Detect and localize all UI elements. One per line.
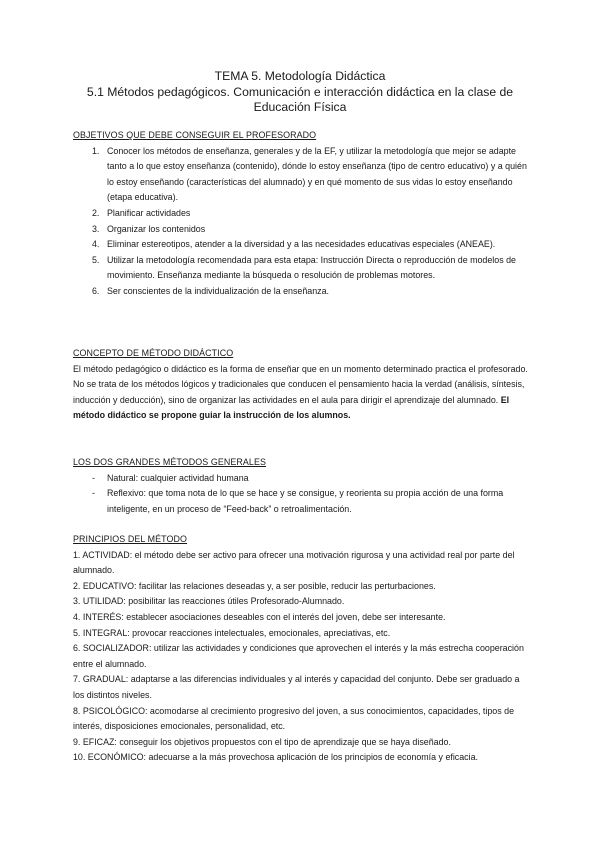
list-item: [73, 206, 529, 222]
item-text: Natural: cualquier actividad humana: [107, 472, 249, 483]
item-number: 1.: [92, 145, 100, 156]
list-item: [73, 222, 529, 238]
principio-item: 2. EDUCATIVO: facilitar las relaciones deseadas y, a ser posible, reducir las perturbaciones.: [73, 580, 436, 591]
item-text: Conocer los métodos de enseñanza, generales y de la EF, y utilizar la metodología que mejor se adapte tanto a lo que estoy enseñanza (contenido), dónde lo estoy enseñanza (tipo de centro educativo) y a quién lo estoy enseñando (características del alumnado) y en qué momento de sus vidas lo estoy enseñando (etapa educativa).: [107, 145, 527, 203]
principios-heading: PRINCIPIOS DEL MÉTODO: [73, 534, 188, 544]
page-subtitle: 5.1 Métodos pedagógicos. Comunicación e interacción didáctica en la clase de Educación Física: [86, 85, 514, 114]
list-item: [73, 237, 529, 253]
concepto-heading: CONCEPTO DE MÉTODO DIDÁCTICO: [73, 348, 234, 358]
list-item: [73, 144, 529, 206]
item-text: Organizar los contenidos: [107, 223, 206, 234]
list-item: [73, 253, 529, 284]
principio-item: 7. GRADUAL: adaptarse a las diferencias individuales y al interés y capacidad del conjunto. Debe ser graduado a los distintos niveles.: [73, 674, 520, 700]
item-text: Reflexivo: que toma nota de lo que se hace y se consigue, y reorienta su propia acción de una forma inteligente, en un proceso de “Feed-back” o retroalimentación.: [107, 488, 504, 514]
section-concepto: [73, 346, 529, 424]
objetivos-heading: OBJETIVOS QUE DEBE CONSEGUIR EL PROFESORADO: [73, 130, 317, 140]
page-title: TEMA 5. Metodología Didáctica: [214, 69, 386, 83]
item-text: Eliminar estereotipos, atender a la diversidad y a las necesidades educativas especiales (ANEAE).: [107, 239, 496, 250]
concepto-bold-text: El método didáctico se propone guiar la instrucción de los alumnos.: [73, 394, 510, 421]
section-principios: [73, 532, 529, 766]
principio-item: 9. EFICAZ: conseguir los objetivos propuestos con el tipo de aprendizaje que se haya diseñado.: [73, 736, 451, 747]
dash-bullet: -: [92, 472, 95, 483]
item-text: Utilizar la metodología recomendada para esta etapa: Instrucción Directa o reproducción de modelos de movimiento. Enseñanza mediante la búsqueda o resolución de problemas motores.: [107, 254, 516, 281]
list-item: [73, 486, 529, 517]
item-number: 2.: [92, 207, 100, 218]
concepto-paragraph: [73, 362, 529, 424]
principio-item: 10. ECONÓMICO: adecuarse a la más provechosa aplicación de los principios de economía y eficacia.: [73, 752, 478, 763]
item-text: Ser conscientes de la individualización de la enseñanza.: [107, 285, 330, 296]
principio-item: 5. INTEGRAL: provocar reacciones intelectuales, emocionales, apreciativas, etc.: [73, 627, 391, 638]
item-number: 5.: [92, 254, 100, 265]
dash-bullet: -: [92, 488, 95, 499]
list-item: [73, 471, 529, 487]
concepto-text: El método pedagógico o didáctico es la forma de enseñar que en un momento determinado practica el profesorado. No se trata de los métodos lógicos y tradicionales que conducen el pensamiento hacia la verdad (análisis, síntesis, inducción y deducción), sino de organizar las actividades en el aula para dirigir el aprendizaje del alumnado.: [73, 363, 528, 405]
item-number: 4.: [92, 239, 100, 250]
principio-item: 6. SOCIALIZADOR: utilizar las actividades y condiciones que aprovechen el interés y la más estrecha cooperación entre el alumnado.: [73, 643, 524, 669]
section-metodos: [73, 455, 529, 517]
item-number: 3.: [92, 223, 100, 234]
objetivos-list: [73, 144, 529, 300]
principio-item: 4. INTERÉS: establecer asociaciones deseables con el interés del joven, debe ser interesante.: [73, 611, 446, 622]
principio-item: 8. PSICOLÓGICO: acomodarse al crecimiento progresivo del joven, a sus conocimientos, capacidades, tipos de interés, disposiciones emocionales, personalidad, etc.: [73, 705, 515, 732]
item-number: 6.: [92, 285, 100, 296]
metodos-heading: LOS DOS GRANDES MÉTODOS GENERALES: [73, 457, 267, 467]
principio-item: 3. UTILIDAD: posibilitar las reacciones útiles Profesorado-Alumnado.: [73, 596, 345, 607]
principio-item: 1. ACTIVIDAD: el método debe ser activo para ofrecer una motivación rigurosa y una actividad real por parte del alumnado.: [73, 549, 515, 576]
section-objetivos: [73, 128, 529, 300]
list-item: [73, 284, 529, 300]
metodos-list: [73, 471, 529, 518]
item-text: Planificar actividades: [107, 207, 191, 218]
